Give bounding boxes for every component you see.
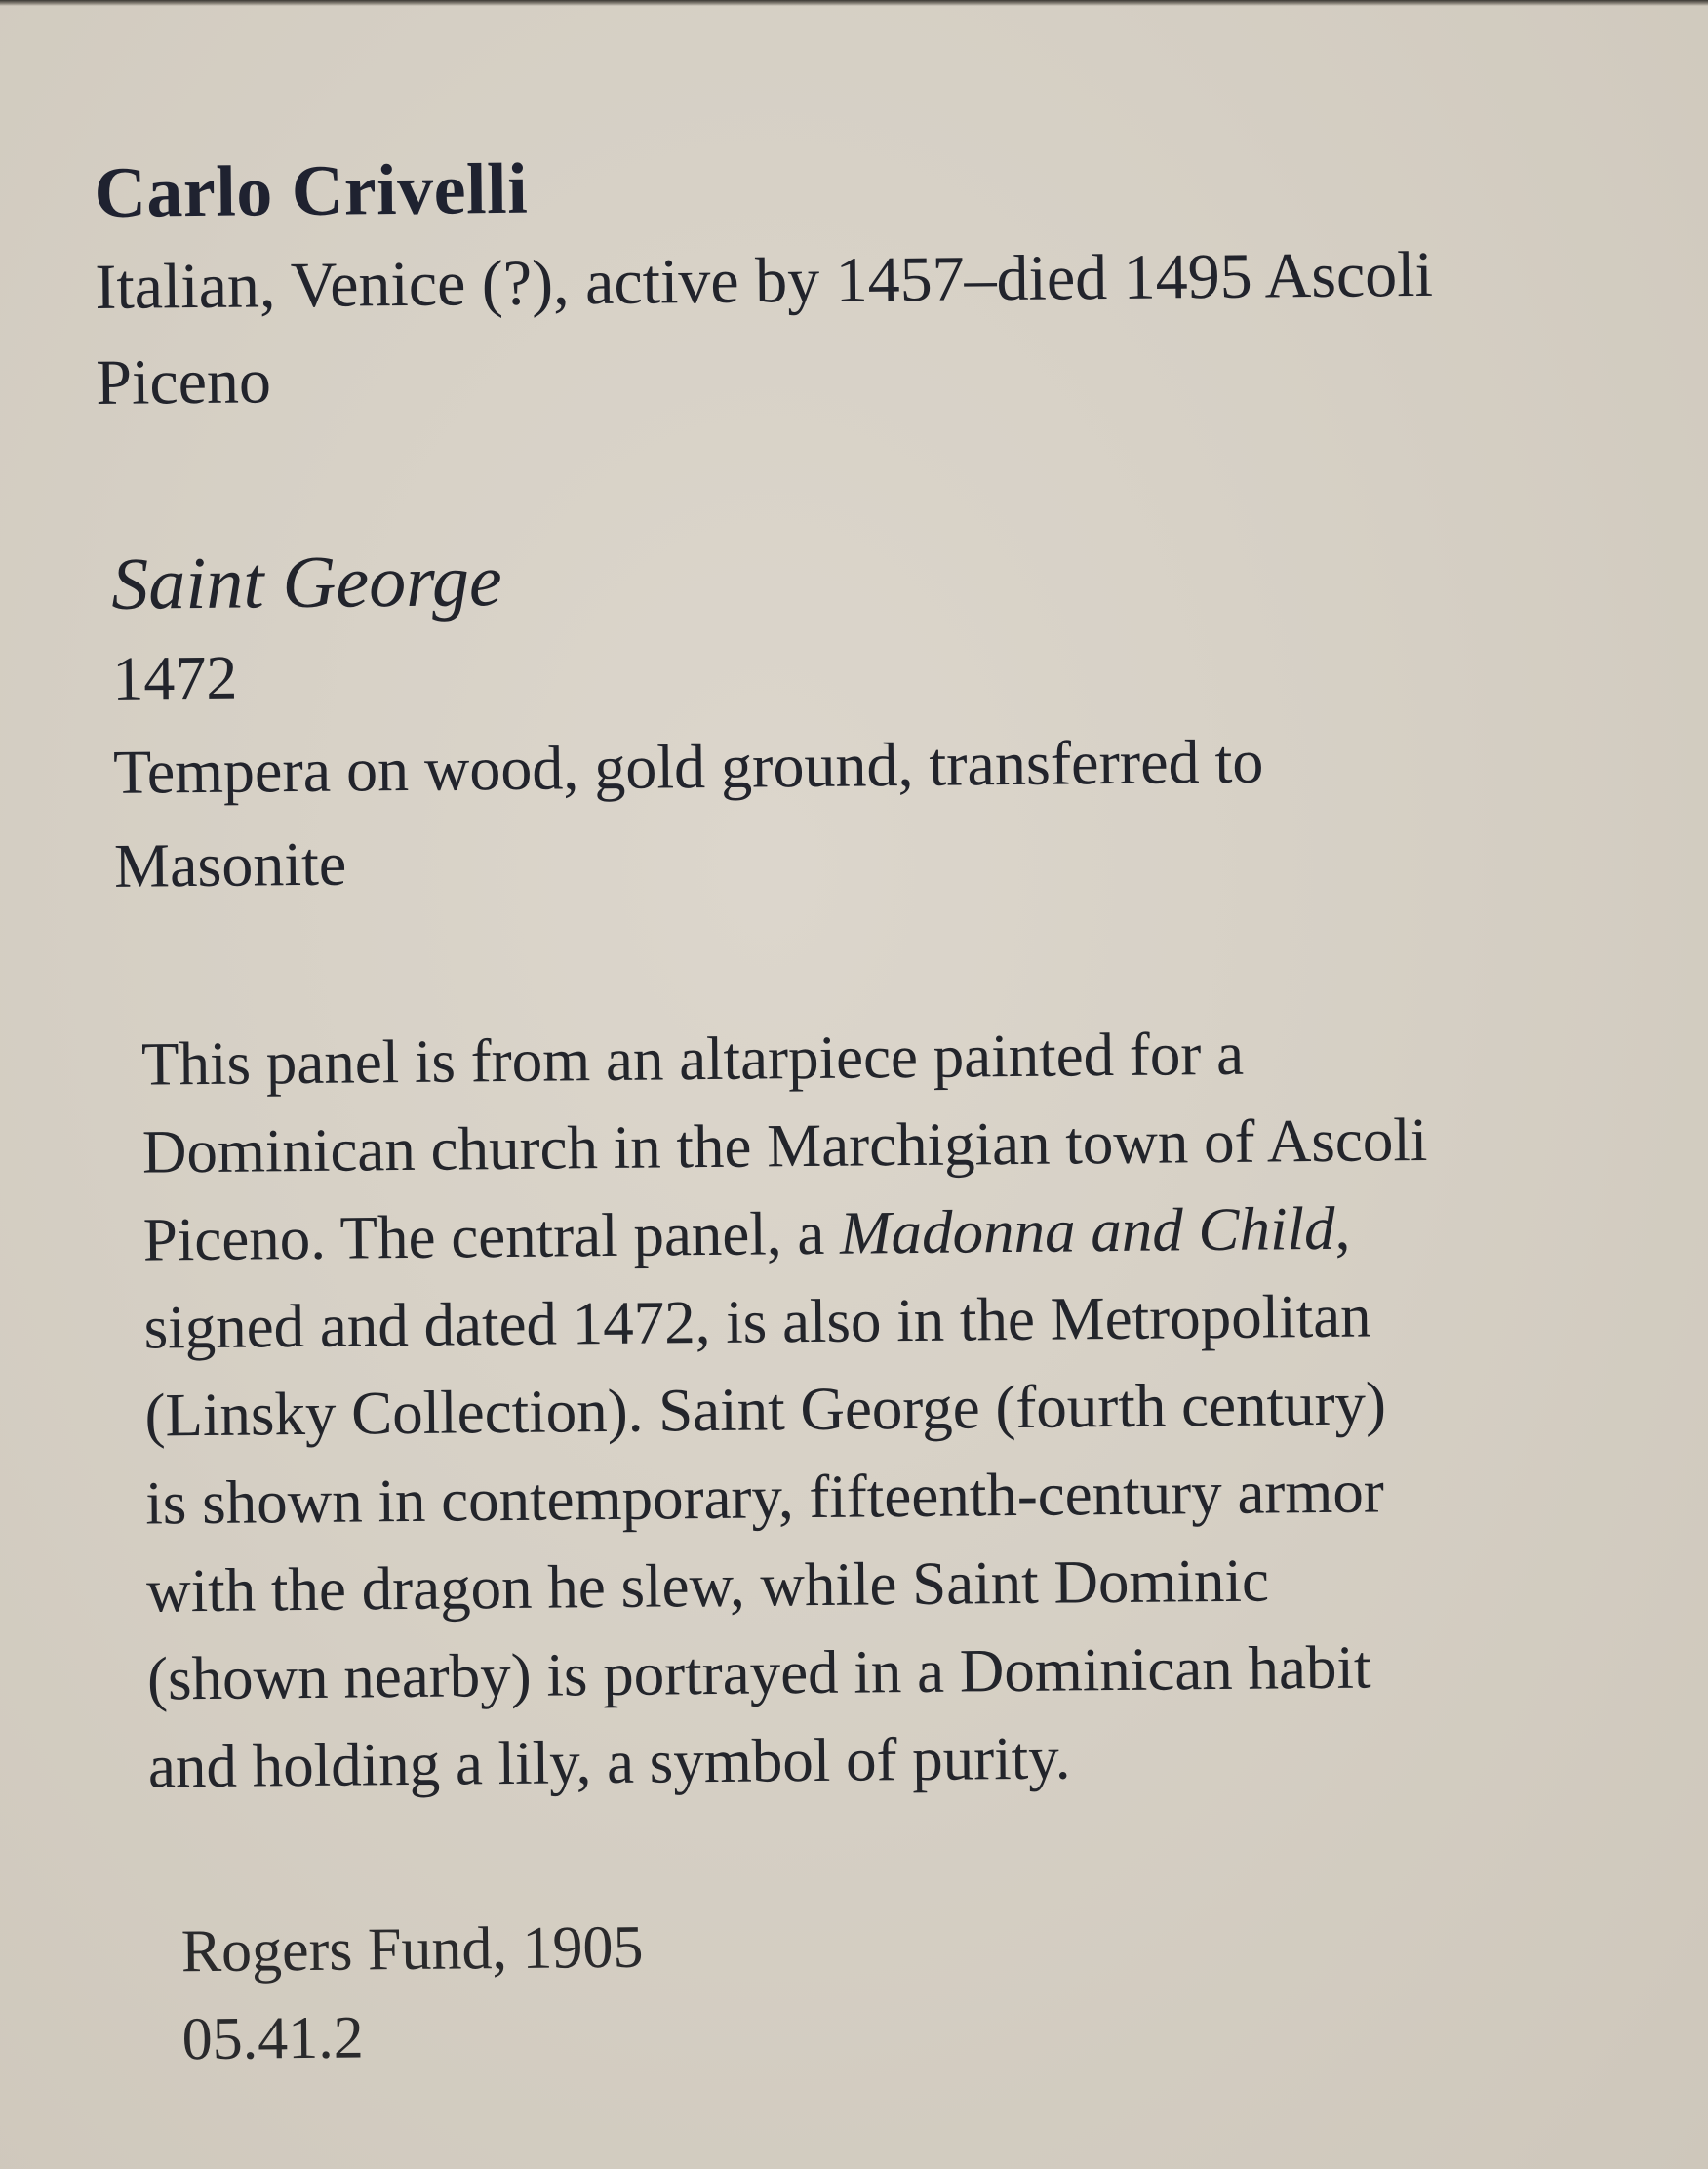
accession-number: 05.41.2 <box>181 2004 364 2073</box>
description-text: Piceno. The central panel, a <box>142 1198 841 1274</box>
card-top-edge <box>0 0 1708 6</box>
artwork-description <box>102 1006 1612 1811</box>
description-line: signed and dated 1472, is also in the Metropolitan <box>143 1281 1371 1362</box>
credit-line <box>110 1894 1614 2084</box>
description-line: (Linsky Collection). Saint George (fourth century) <box>144 1369 1387 1450</box>
description-line: This panel is from an altarpiece painted for a <box>140 1019 1245 1099</box>
artwork-medium <box>113 711 1604 913</box>
description-line: (shown nearby) is portrayed in a Dominican habit <box>146 1632 1371 1713</box>
artwork-info <box>98 522 1604 913</box>
description-line <box>142 1182 1607 1283</box>
artist-details-line-1: Italian, Venice (?), active by 1457–died 1495 Ascoli <box>95 238 1434 323</box>
artist-details-line-2: Piceno <box>95 345 272 419</box>
description-line: and holding a lily, a symbol of purity. <box>147 1723 1071 1801</box>
description-line: with the dragon he slew, while Saint Dominic <box>145 1546 1270 1626</box>
artwork-medium-line-1: Tempera on wood, gold ground, transferred to <box>112 726 1264 807</box>
artwork-title: Saint George <box>110 540 503 625</box>
description-line: is shown in contemporary, fifteenth-century armor <box>145 1457 1385 1538</box>
artist-name: Carlo Crivelli <box>94 148 529 233</box>
artist-details <box>95 225 1599 431</box>
description-text: , <box>1334 1193 1351 1263</box>
label-text-block <box>94 132 1614 2084</box>
artwork-medium-line-2: Masonite <box>113 828 347 901</box>
description-line: Dominican church in the Marchigian town of Ascoli <box>141 1105 1428 1186</box>
description-italic-title: Madonna and Child <box>839 1193 1335 1267</box>
artwork-date: 1472 <box>111 642 238 713</box>
fund-credit: Rogers Fund, 1905 <box>180 1913 644 1986</box>
